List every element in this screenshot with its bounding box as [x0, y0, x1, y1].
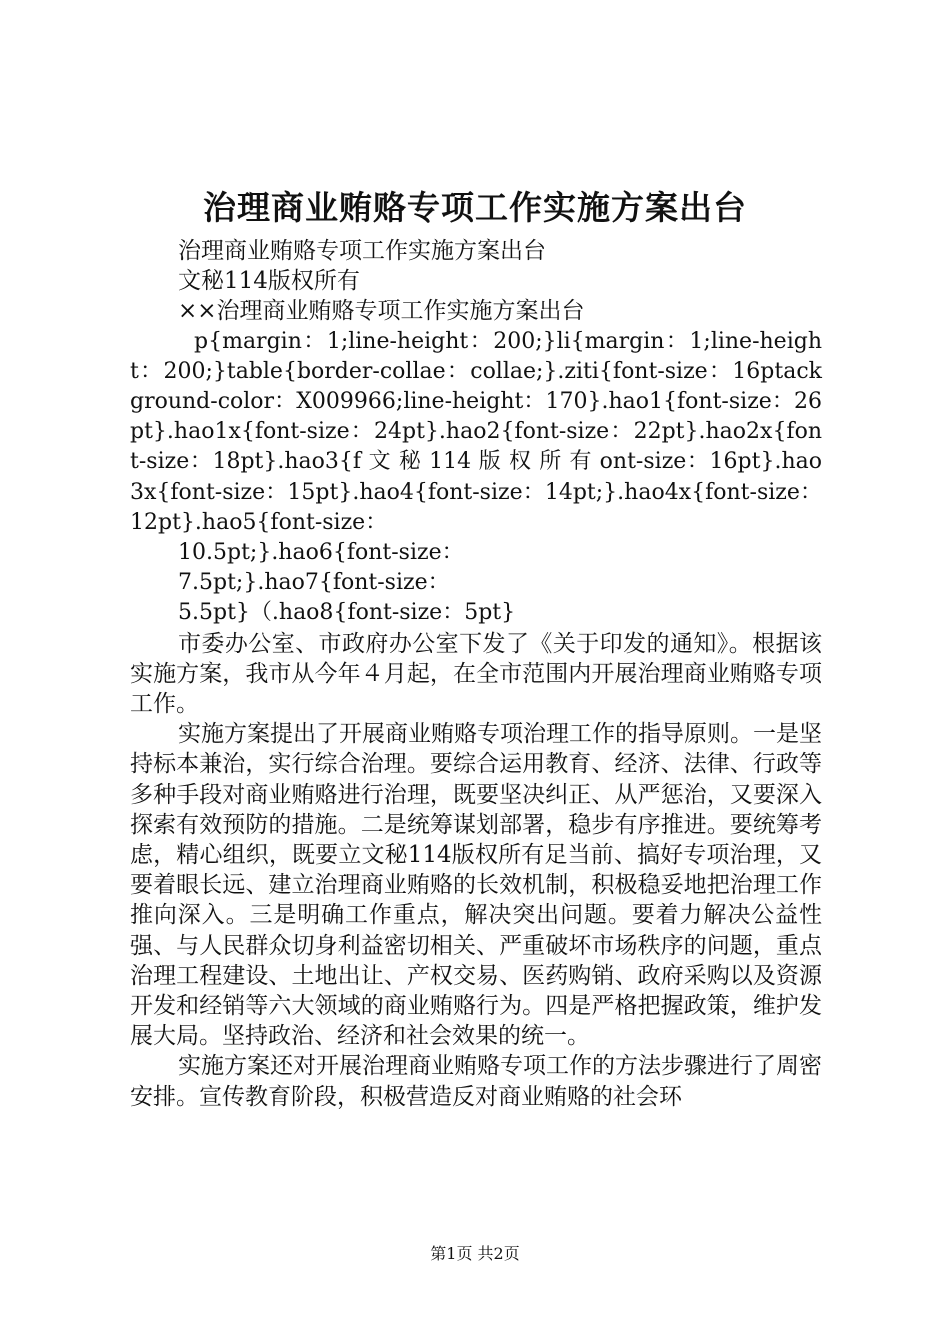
css-code-line-hao8: 5.5pt}（.hao8{font-size：5pt}	[178, 600, 516, 626]
paragraph-principles: 实施方案提出了开展商业贿赂专项治理工作的指导原则。一是坚持标本兼治，实行综合治理。要综合运用教育、经济、法律、行政等多种手段对商业贿赂进行治理，既要坚决纠正、从严惩治，又要深入探索有效预防的措施。二是统筹谋划部署，稳步有序推进。要统筹考虑，精心组织，既要立文秘114版权所有足当前、搞好专项治理，又要着眼长远、建立治理商业贿赂的长效机制，积极稳妥地把治理工作推向深入。三是明确工作重点，解决突出问题。要着力解决公益性强、与人民群众切身利益密切相关、严重破坏市场秩序的问题，重点治理工程建设、土地出让、产权交易、医药购销、政府采购以及资源开发和经销等六大领域的商业贿赂行为。四是严格把握政策，维护发展大局。坚持政治、经济和社会效果的统一。	[130, 721, 822, 1050]
document-title: 治理商业贿赂专项工作实施方案出台	[203, 188, 747, 227]
css-code-block: p{margin：1;line-height：200;}li{margin：1;line-height：200;}table{border-collae：collae;}.ziti{font-size：16ptackground-color：X009966;line-height：170}.hao1{font-size：26pt}.hao1x{font-size：24pt}.hao2{font-size：22pt}.hao2x{font-size：18pt}.hao3{f 文 秘 114 版 权 所 有 ont-size：16pt}.hao3x{font-size：15pt}.hao4{font-size：14pt;}.hao4x{font-size：12pt}.hao5{font-size：	[130, 328, 822, 535]
paragraph-notice: 市委办公室、市政府办公室下发了《关于印发的通知》。根据该实施方案，我市从今年４月起，在全市范围内开展治理商业贿赂专项工作。	[130, 630, 822, 718]
copyright-line: 文秘114版权所有	[178, 268, 360, 295]
page-footer: 第1页 共2页	[430, 1244, 520, 1263]
css-code-line-hao6: 10.5pt;}.hao6{font-size：	[178, 540, 464, 566]
paragraph-steps: 实施方案还对开展治理商业贿赂专项工作的方法步骤进行了周密安排。宣传教育阶段，积极营造反对商业贿赂的社会环	[130, 1053, 822, 1110]
css-code-line-hao7: 7.5pt;}.hao7{font-size：	[178, 570, 450, 596]
document-body	[130, 236, 822, 1112]
heading-repeat-line: ××治理商业贿赂专项工作实施方案出台	[178, 298, 585, 325]
subtitle-line: 治理商业贿赂专项工作实施方案出台	[178, 238, 546, 264]
